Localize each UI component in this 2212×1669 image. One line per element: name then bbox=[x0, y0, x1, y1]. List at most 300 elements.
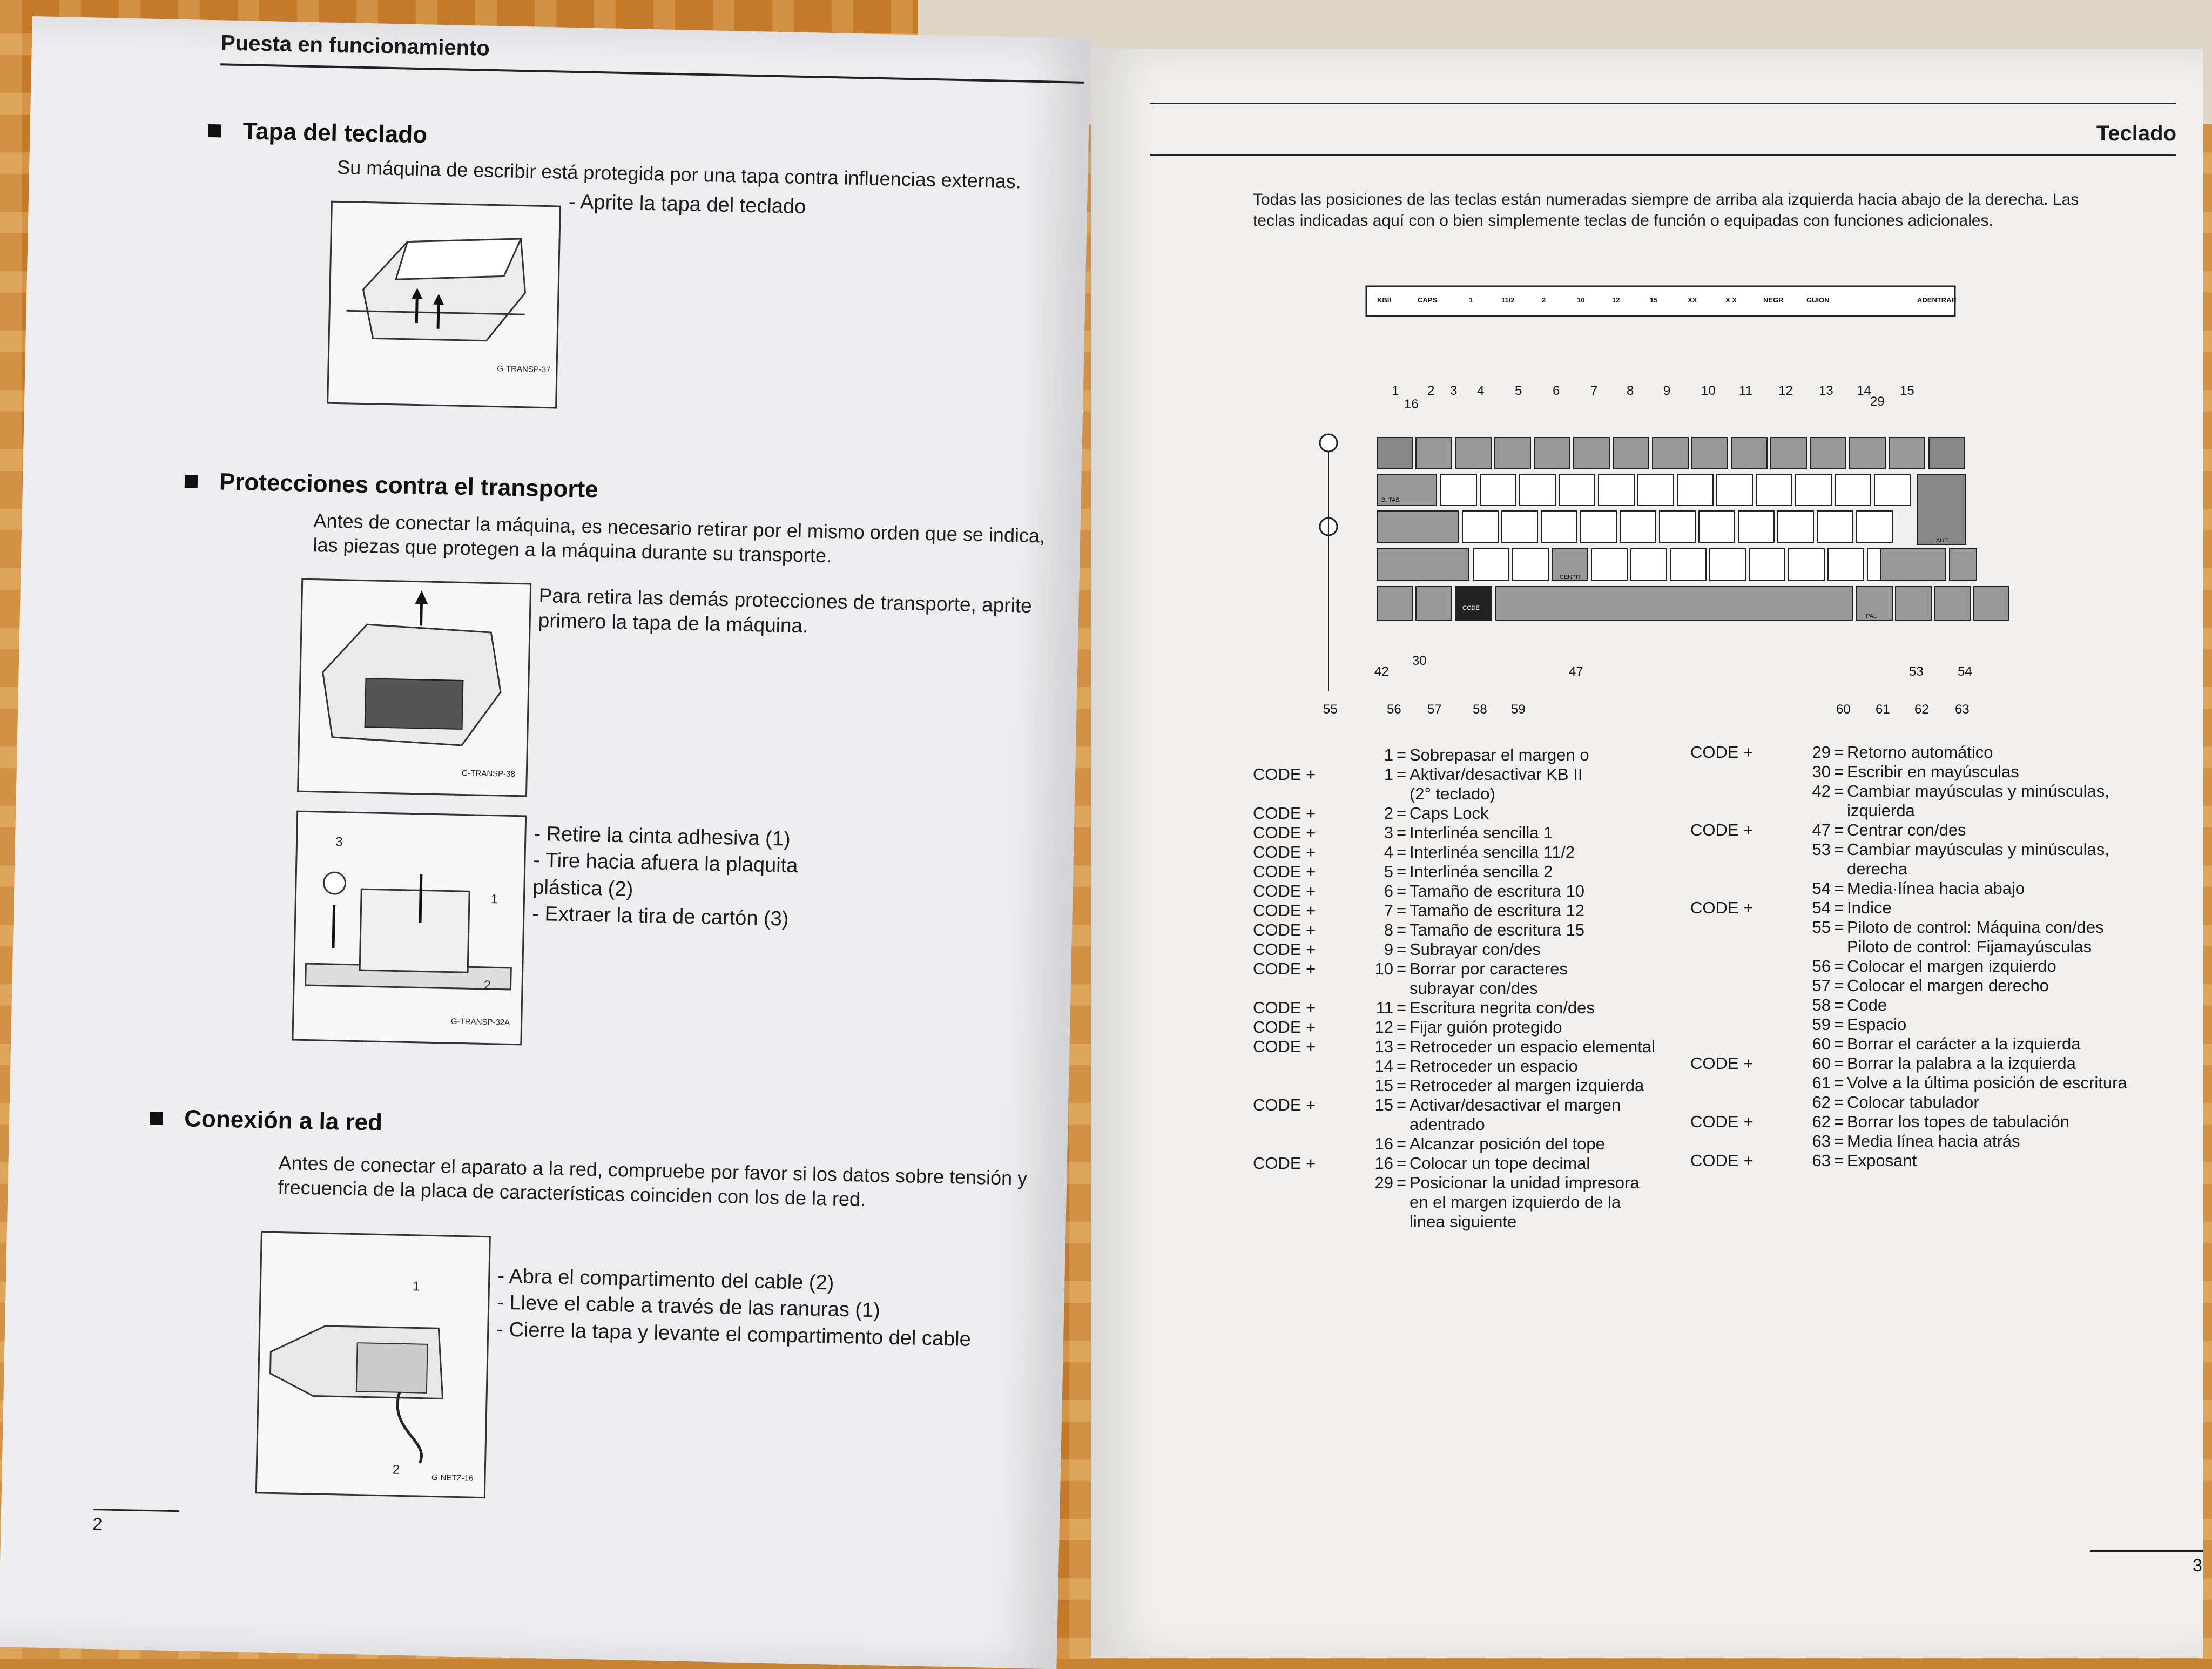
legend-row bbox=[1690, 743, 2127, 762]
legend-text: Interlinéa sencilla 1 bbox=[1410, 823, 1553, 842]
legend-code bbox=[1690, 937, 1793, 957]
bullet-item: - Retire la cinta adhesiva (1) bbox=[534, 822, 791, 851]
legend-code: CODE + bbox=[1253, 843, 1316, 862]
legend-row bbox=[1253, 940, 1655, 959]
legend-equals: = bbox=[1396, 901, 1407, 920]
key-number: 2 bbox=[1427, 383, 1435, 398]
legend-row bbox=[1253, 1193, 1655, 1212]
legend-number: 1 bbox=[1384, 745, 1393, 764]
legend-row bbox=[1690, 995, 2127, 1015]
legend-code: CODE + bbox=[1253, 1154, 1316, 1173]
legend-equals: = bbox=[1396, 1037, 1407, 1056]
legend-code: CODE + bbox=[1690, 743, 1754, 762]
legend-row bbox=[1253, 1018, 1655, 1037]
legend-row bbox=[1253, 1212, 1655, 1231]
legend-text: linea siguiente bbox=[1410, 1212, 1517, 1231]
legend-equals bbox=[1393, 1115, 1410, 1134]
key-number: 47 bbox=[1569, 664, 1583, 679]
bullet-item: - Aprite la tapa del teclado bbox=[568, 190, 806, 219]
legend-equals: = bbox=[1396, 998, 1407, 1017]
section-text: Antes de conectar el aparato a la red, compruebe por favor si los datos sobre tensión y frecuencia de la placa de características coinciden con los de la red. bbox=[278, 1152, 1028, 1210]
legend-equals: = bbox=[1833, 995, 1844, 1014]
legend-number: 5 bbox=[1384, 862, 1393, 881]
legend-row bbox=[1690, 1054, 2127, 1073]
legend-equals: = bbox=[1396, 1095, 1407, 1114]
key-number: 5 bbox=[1515, 383, 1522, 398]
legend-number: 3 bbox=[1384, 823, 1393, 842]
legend-equals: = bbox=[1396, 959, 1407, 978]
legend-code bbox=[1690, 801, 1793, 820]
legend-row bbox=[1690, 1132, 2127, 1151]
section-title: Conexión a la red bbox=[184, 1105, 383, 1136]
legend-code bbox=[1690, 782, 1793, 801]
intro-paragraph: Todas las posiciones de las teclas están numeradas siempre de arriba ala izquierda hacia abajo de la derecha. Las teclas indicadas aquí con o bien simplemente teclas de función o equipadas con funciones adicionales. bbox=[1253, 191, 2079, 230]
key-number: 4 bbox=[1477, 383, 1485, 398]
legend-text: (2° teclado) bbox=[1410, 784, 1495, 803]
legend-number: 57 bbox=[1812, 976, 1831, 995]
key-number: 54 bbox=[1958, 664, 1972, 679]
legend-row bbox=[1690, 879, 2127, 898]
legend-text: Fijar guión protegido bbox=[1410, 1018, 1562, 1037]
legend-row bbox=[1690, 918, 2127, 937]
legend-code: CODE + bbox=[1253, 1018, 1316, 1037]
key-number: 1 bbox=[1392, 383, 1399, 398]
legend-equals bbox=[1393, 1193, 1410, 1212]
legend-row bbox=[1253, 843, 1655, 862]
right-page bbox=[1091, 49, 2203, 1658]
legend-number: 60 bbox=[1812, 1054, 1831, 1073]
legend-code bbox=[1253, 1212, 1355, 1231]
key-number: 30 bbox=[1412, 654, 1427, 668]
key-number: 57 bbox=[1427, 702, 1442, 717]
legend-text: Borrar la palabra a la izquierda bbox=[1847, 1054, 2076, 1073]
legend-number: 16 bbox=[1374, 1154, 1393, 1173]
legend-code bbox=[1253, 1134, 1355, 1154]
legend-text: Borrar los topes de tabulación bbox=[1847, 1112, 2069, 1131]
legend-equals bbox=[1831, 859, 1847, 879]
bullet-list bbox=[532, 821, 837, 934]
legend-code: CODE + bbox=[1690, 898, 1754, 917]
legend-code: CODE + bbox=[1253, 765, 1316, 784]
legend-text: Aktivar/desactivar KB II bbox=[1410, 765, 1583, 784]
legend-equals: = bbox=[1396, 804, 1407, 823]
left-page-header: Puesta en funcionamiento bbox=[220, 31, 490, 60]
legend-text: Interlinéa sencilla 2 bbox=[1410, 862, 1553, 881]
legend-text: Alcanzar posición del tope bbox=[1410, 1134, 1605, 1153]
figure-label: G-TRANSP-32A bbox=[450, 1017, 510, 1027]
legend-text: Volve a la última posición de escritura bbox=[1847, 1073, 2127, 1092]
legend-text: Colocar el margen derecho bbox=[1847, 976, 2049, 995]
legend-number: 16 bbox=[1374, 1134, 1393, 1153]
legend-code: CODE + bbox=[1253, 881, 1316, 900]
section-text: Antes de conectar la máquina, es necesario retirar por el mismo orden que se indica, las piezas que protegen a la máquina durante su transporte. bbox=[313, 509, 1046, 567]
legend-row bbox=[1253, 1037, 1655, 1056]
legend-number: 1 bbox=[1384, 765, 1393, 784]
legend-code bbox=[1690, 995, 1793, 1015]
legend-code bbox=[1253, 784, 1355, 804]
legend-equals: = bbox=[1396, 881, 1407, 900]
legend-code bbox=[1690, 762, 1793, 782]
legend-left bbox=[1253, 745, 1655, 1231]
legend-code: CODE + bbox=[1690, 1112, 1754, 1131]
legend-row bbox=[1690, 898, 2127, 918]
legend-row bbox=[1690, 976, 2127, 995]
legend-text: Escritura negrita con/des bbox=[1410, 998, 1595, 1017]
legend-equals: = bbox=[1396, 862, 1407, 881]
bullet-item: - Tire hacia afuera la plaquita plástica (2) bbox=[532, 849, 798, 901]
legend-number: 56 bbox=[1812, 957, 1831, 975]
strip-label: XX bbox=[1688, 296, 1697, 304]
typewriter-back-illustration bbox=[257, 1233, 489, 1497]
legend-row bbox=[1253, 1134, 1655, 1154]
legend-number bbox=[1355, 1115, 1393, 1134]
strip-label: CAPS bbox=[1418, 296, 1438, 304]
key-number: 61 bbox=[1876, 702, 1890, 717]
strip-label: NEGR bbox=[1763, 296, 1784, 304]
legend-number bbox=[1793, 937, 1831, 957]
legend-equals: = bbox=[1833, 743, 1844, 762]
legend-text: izquierda bbox=[1847, 801, 1915, 820]
bullet-item: - Cierre la tapa y levante el compartimento del cable bbox=[496, 1318, 972, 1351]
legend-text: Posicionar la unidad impresora bbox=[1410, 1173, 1640, 1192]
legend-number: 59 bbox=[1812, 1015, 1831, 1034]
legend-number: 53 bbox=[1812, 840, 1831, 859]
footer-rule bbox=[93, 1509, 179, 1512]
key-number: 63 bbox=[1955, 702, 1970, 717]
legend-text: Retorno automático bbox=[1847, 743, 1993, 762]
key-number: 59 bbox=[1511, 702, 1526, 717]
legend-equals: = bbox=[1396, 1154, 1407, 1173]
legend-text: Colocar un tope decimal bbox=[1410, 1154, 1590, 1173]
left-page bbox=[0, 16, 1091, 1669]
legend-text: en el margen izquierdo de la bbox=[1410, 1193, 1621, 1212]
legend-equals: = bbox=[1833, 1034, 1844, 1053]
strip-label: 10 bbox=[1577, 296, 1585, 304]
legend-code: CODE + bbox=[1253, 998, 1316, 1017]
legend-code bbox=[1690, 976, 1793, 995]
legend-text: Media·línea hacia abajo bbox=[1847, 879, 2025, 898]
legend-code: CODE + bbox=[1253, 823, 1316, 842]
figure-transport-protection bbox=[297, 578, 531, 797]
legend-equals: = bbox=[1833, 879, 1844, 898]
legend-number: 30 bbox=[1812, 762, 1831, 781]
key-number: 62 bbox=[1914, 702, 1929, 717]
legend-text: Interlinéa sencilla 11/2 bbox=[1410, 843, 1575, 862]
legend-code: CODE + bbox=[1253, 1037, 1316, 1056]
legend-number: 13 bbox=[1374, 1037, 1393, 1056]
legend-code bbox=[1253, 1173, 1355, 1193]
callout-number: 3 bbox=[335, 834, 343, 850]
legend-equals: = bbox=[1396, 823, 1407, 842]
legend-code: CODE + bbox=[1253, 862, 1316, 881]
legend-code: CODE + bbox=[1253, 920, 1316, 939]
legend-text: Escribir en mayúsculas bbox=[1847, 762, 2019, 781]
legend-code bbox=[1690, 1073, 1793, 1093]
legend-code: CODE + bbox=[1253, 804, 1316, 823]
legend-row bbox=[1690, 1112, 2127, 1132]
legend-number: 8 bbox=[1384, 920, 1393, 939]
legend-code bbox=[1690, 1132, 1793, 1151]
legend-number: 4 bbox=[1384, 843, 1393, 862]
key-number: 15 bbox=[1900, 383, 1914, 398]
legend-equals: = bbox=[1396, 940, 1407, 959]
strip-label: ADENTRAR bbox=[1917, 296, 1957, 304]
legend-equals: = bbox=[1396, 1056, 1407, 1075]
legend-code: CODE + bbox=[1253, 959, 1316, 978]
legend-text: Cambiar mayúsculas y minúsculas, bbox=[1847, 782, 2109, 800]
legend-row bbox=[1253, 862, 1655, 881]
legend-text: Tamaño de escritura 12 bbox=[1410, 901, 1584, 920]
legend-equals bbox=[1831, 937, 1847, 957]
legend-text: Exposant bbox=[1847, 1151, 1917, 1170]
figure-power-connection bbox=[255, 1231, 491, 1498]
legend-number: 42 bbox=[1812, 782, 1831, 800]
legend-equals: = bbox=[1833, 840, 1844, 859]
legend-equals: = bbox=[1833, 976, 1844, 995]
legend-text: Borrar el carácter a la izquierda bbox=[1847, 1034, 2081, 1053]
section-title: Tapa del teclado bbox=[242, 118, 428, 149]
legend-number: 2 bbox=[1384, 804, 1393, 823]
legend-number: 14 bbox=[1374, 1056, 1393, 1075]
key-number: 58 bbox=[1473, 702, 1487, 717]
key-number: 3 bbox=[1450, 383, 1458, 398]
legend-text: Centrar con/des bbox=[1847, 820, 1966, 839]
legend-text: Retroceder al margen izquierda bbox=[1410, 1076, 1644, 1095]
legend-code bbox=[1690, 840, 1793, 859]
legend-number: 63 bbox=[1812, 1151, 1831, 1170]
key-number: 7 bbox=[1590, 383, 1598, 398]
legend-code: CODE + bbox=[1690, 1151, 1754, 1170]
callout-number: 1 bbox=[490, 892, 498, 907]
legend-equals: = bbox=[1833, 1112, 1844, 1131]
legend-number: 63 bbox=[1812, 1132, 1831, 1150]
strip-label: X X bbox=[1725, 296, 1737, 304]
strip-label: 11/2 bbox=[1501, 296, 1515, 304]
legend-row bbox=[1253, 804, 1655, 823]
legend-row bbox=[1253, 1076, 1655, 1095]
legend-row bbox=[1690, 1093, 2127, 1112]
strip-label: 15 bbox=[1650, 296, 1658, 304]
legend-text: Tamaño de escritura 10 bbox=[1410, 881, 1584, 900]
legend-text: Colocar tabulador bbox=[1847, 1093, 1979, 1112]
strip-label: 2 bbox=[1542, 296, 1546, 304]
legend-text: adentrado bbox=[1410, 1115, 1485, 1134]
key-number: 56 bbox=[1387, 702, 1401, 717]
legend-row bbox=[1690, 859, 2127, 879]
print-head-illustration bbox=[293, 812, 525, 1044]
legend-code bbox=[1690, 879, 1793, 898]
legend-row bbox=[1253, 979, 1655, 998]
bullet-list bbox=[496, 1263, 1038, 1355]
section-protecciones bbox=[185, 468, 599, 503]
figure-label: G-TRANSP-37 bbox=[497, 364, 551, 375]
legend-text: Tamaño de escritura 15 bbox=[1410, 920, 1584, 939]
legend-number: 54 bbox=[1812, 898, 1831, 917]
legend-row bbox=[1690, 1073, 2127, 1093]
bullet-item: - Extraer la tira de cartón (3) bbox=[531, 902, 789, 931]
legend-number: 9 bbox=[1384, 940, 1393, 959]
section-conexion bbox=[150, 1105, 383, 1136]
legend-equals: = bbox=[1833, 1015, 1844, 1034]
page-number: 2 bbox=[92, 1513, 103, 1534]
key-label: PAL bbox=[1866, 613, 1877, 620]
legend-row bbox=[1690, 937, 2127, 957]
legend-number: 15 bbox=[1374, 1076, 1393, 1095]
legend-number: 62 bbox=[1812, 1112, 1831, 1131]
legend-text: subrayar con/des bbox=[1410, 979, 1538, 998]
legend-text: Colocar el margen izquierdo bbox=[1847, 957, 2056, 975]
legend-row bbox=[1253, 920, 1655, 940]
legend-row bbox=[1690, 762, 2127, 782]
legend-row bbox=[1690, 801, 2127, 820]
key-label: CENTR bbox=[1560, 574, 1580, 581]
legend-equals: = bbox=[1833, 957, 1844, 975]
header-rule bbox=[220, 63, 1084, 84]
bullet-item: - Abra el compartimento del cable (2) bbox=[497, 1264, 834, 1295]
legend-equals: = bbox=[1833, 782, 1844, 800]
legend-number: 60 bbox=[1812, 1034, 1831, 1053]
section-title: Protecciones contra el transporte bbox=[219, 468, 599, 503]
legend-number: 10 bbox=[1374, 959, 1393, 978]
legend-row bbox=[1253, 1056, 1655, 1076]
key-number: 11 bbox=[1739, 383, 1752, 398]
legend-number: 61 bbox=[1812, 1073, 1831, 1092]
legend-code bbox=[1253, 745, 1355, 765]
legend-row bbox=[1253, 959, 1655, 979]
legend-text: Piloto de control: Máquina con/des bbox=[1847, 918, 2104, 937]
legend-equals: = bbox=[1833, 1073, 1844, 1092]
legend-number: 7 bbox=[1384, 901, 1393, 920]
callout-number: 2 bbox=[392, 1462, 400, 1477]
legend-row bbox=[1690, 1151, 2127, 1170]
figure-tape-removal bbox=[292, 811, 527, 1046]
legend-code bbox=[1253, 1193, 1355, 1212]
key-number: 53 bbox=[1909, 664, 1924, 679]
legend-number: 55 bbox=[1812, 918, 1831, 937]
legend-number: 29 bbox=[1812, 743, 1831, 762]
figure-label: G-NETZ-16 bbox=[431, 1473, 474, 1483]
keyboard-labels bbox=[1296, 275, 2014, 751]
figure-caption-text: Para retira las demás protecciones de transporte, aprite primero la tapa de la máquina. bbox=[538, 584, 1033, 637]
legend-row bbox=[1690, 820, 2127, 840]
legend-text: Sobrepasar el margen o bbox=[1410, 745, 1589, 764]
legend-number: 11 bbox=[1375, 998, 1393, 1017]
callout-number: 2 bbox=[483, 978, 491, 993]
key-number: 60 bbox=[1836, 702, 1851, 717]
legend-row bbox=[1253, 901, 1655, 920]
legend-text: Retroceder un espacio elemental bbox=[1410, 1037, 1655, 1056]
legend-number bbox=[1355, 1193, 1393, 1212]
key-label: B. TAB bbox=[1381, 497, 1400, 503]
legend-row bbox=[1253, 1154, 1655, 1173]
key-number: 14 bbox=[1857, 383, 1871, 398]
legend-equals: = bbox=[1396, 1076, 1407, 1095]
section-bullet bbox=[185, 475, 198, 488]
figure-keyboard-cover bbox=[327, 201, 561, 409]
legend-text: Caps Lock bbox=[1410, 804, 1489, 823]
legend-equals: = bbox=[1833, 918, 1844, 937]
legend-number bbox=[1355, 979, 1393, 998]
legend-text: Code bbox=[1847, 995, 1887, 1014]
legend-equals: = bbox=[1833, 1151, 1844, 1170]
legend-row bbox=[1690, 957, 2127, 976]
legend-code bbox=[1690, 1015, 1793, 1034]
key-number: 10 bbox=[1701, 383, 1716, 398]
legend-equals: = bbox=[1396, 745, 1407, 764]
legend-number: 15 bbox=[1374, 1095, 1393, 1114]
legend-row bbox=[1690, 782, 2127, 801]
figure-label: G-TRANSP-38 bbox=[461, 768, 515, 779]
section-bullet bbox=[150, 1112, 163, 1125]
legend-text: Piloto de control: Fijamayúsculas bbox=[1847, 937, 2092, 956]
legend-number: 12 bbox=[1374, 1018, 1393, 1037]
legend-code bbox=[1690, 1093, 1793, 1112]
bullet-item: - Lleve el cable a través de las ranuras (1) bbox=[496, 1291, 881, 1322]
right-page-header: Teclado bbox=[2096, 122, 2176, 145]
legend-row bbox=[1690, 1034, 2127, 1054]
legend-equals bbox=[1831, 801, 1847, 820]
legend-equals bbox=[1393, 1212, 1410, 1231]
header-rule-bottom bbox=[1150, 154, 2176, 156]
legend-number bbox=[1793, 859, 1831, 879]
legend-number: 47 bbox=[1812, 820, 1831, 839]
legend-number: 58 bbox=[1812, 995, 1831, 1014]
legend-row bbox=[1253, 998, 1655, 1018]
legend-text: Indice bbox=[1847, 898, 1892, 917]
legend-code bbox=[1253, 1115, 1355, 1134]
page-number: 3 bbox=[2193, 1556, 2202, 1575]
key-number: 16 bbox=[1404, 397, 1419, 412]
legend-equals: = bbox=[1833, 762, 1844, 781]
legend-text: Subrayar con/des bbox=[1410, 940, 1541, 959]
key-number: 42 bbox=[1374, 664, 1389, 679]
legend-row bbox=[1690, 1015, 2127, 1034]
legend-equals: = bbox=[1396, 1173, 1407, 1192]
legend-equals: = bbox=[1833, 1132, 1844, 1150]
legend-text: Activar/desactivar el margen bbox=[1410, 1095, 1621, 1114]
strip-label: 1 bbox=[1469, 296, 1473, 304]
key-label: CODE bbox=[1462, 605, 1480, 611]
legend-row bbox=[1253, 1115, 1655, 1134]
footer-rule bbox=[2090, 1550, 2203, 1552]
legend-equals: = bbox=[1833, 820, 1844, 839]
legend-code bbox=[1253, 979, 1355, 998]
key-number: 9 bbox=[1663, 383, 1671, 398]
legend-text: Cambiar mayúsculas y minúsculas, bbox=[1847, 840, 2109, 859]
legend-code bbox=[1253, 1076, 1355, 1095]
legend-row bbox=[1253, 881, 1655, 901]
legend-code: CODE + bbox=[1253, 901, 1316, 920]
legend-equals: = bbox=[1396, 1134, 1407, 1153]
header-rule-top bbox=[1150, 103, 2176, 104]
legend-equals: = bbox=[1396, 920, 1407, 939]
legend-code: CODE + bbox=[1253, 1095, 1316, 1114]
strip-label: 12 bbox=[1612, 296, 1620, 304]
typewriter-cover-illustration bbox=[328, 203, 559, 407]
legend-equals: = bbox=[1396, 765, 1407, 784]
strip-label: GUION bbox=[1806, 296, 1830, 304]
section-text: Su máquina de escribir está protegida por una tapa contra influencias externas. bbox=[336, 156, 1022, 193]
legend-code bbox=[1253, 1056, 1355, 1076]
legend-code bbox=[1690, 1034, 1793, 1054]
legend-row bbox=[1253, 745, 1655, 765]
legend-number bbox=[1793, 801, 1831, 820]
legend-row bbox=[1253, 765, 1655, 784]
legend-text: Retroceder un espacio bbox=[1410, 1056, 1578, 1075]
callout-number: 1 bbox=[412, 1279, 420, 1294]
legend-number: 6 bbox=[1384, 881, 1393, 900]
legend-number: 62 bbox=[1812, 1093, 1831, 1112]
